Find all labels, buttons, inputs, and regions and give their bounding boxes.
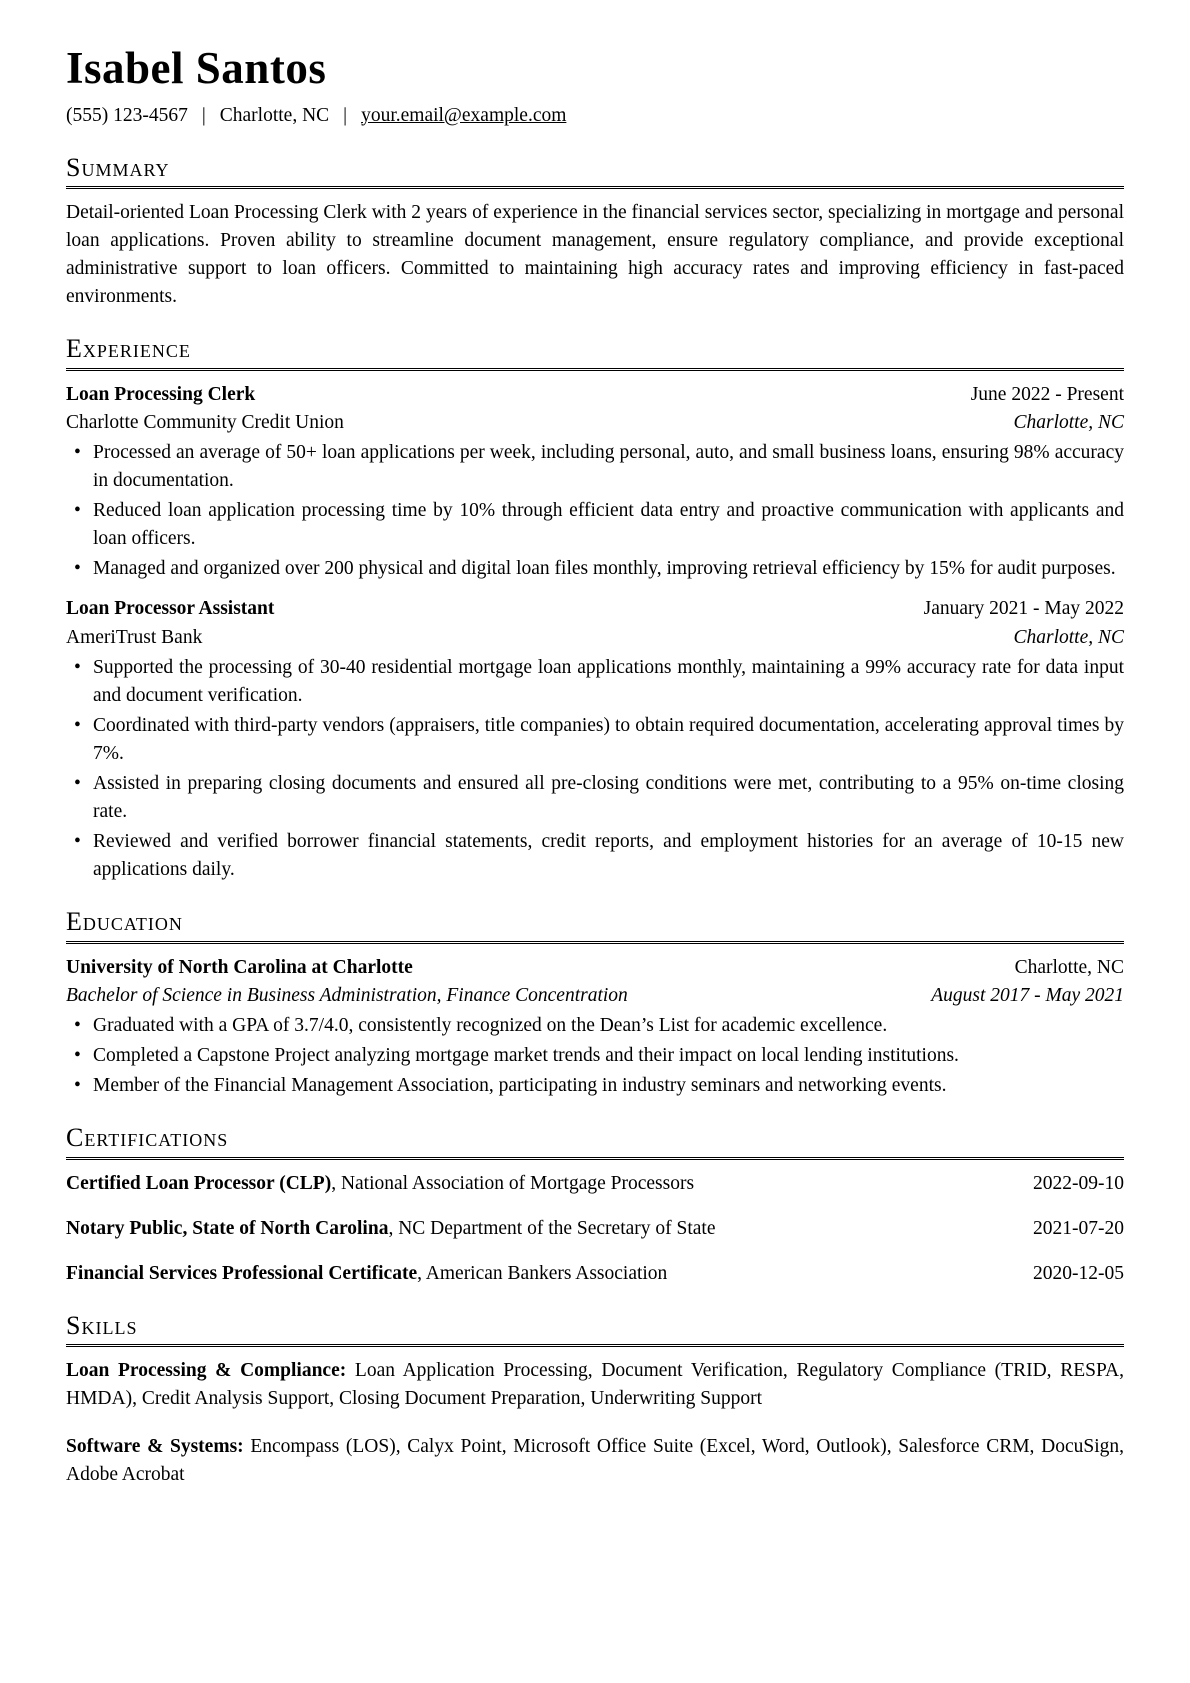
job-bullet: • Managed and organized over 200 physical and digital loan files monthly, improving retrieval efficiency by 15% for audit purposes. [66,555,1124,583]
certification-name: Notary Public, State of North Carolina [66,1217,389,1239]
person-name: Isabel Santos [66,43,327,93]
section-experience [66,333,1124,884]
certification-date: 2020-12-05 [1033,1262,1124,1284]
section-summary [66,152,1124,312]
certification-issuer: , National Association of Mortgage Processors [331,1172,695,1194]
job-company: AmeriTrust Bank [66,626,203,648]
section-title-certifications: Certifications [66,1122,1124,1160]
education-bullet: • Member of the Financial Management Association, participating in industry seminars and networking events. [66,1072,1124,1100]
section-certifications [66,1122,1124,1288]
job-company-row [66,624,1124,652]
job-bullet: • Supported the processing of 30-40 residential mortgage loan applications monthly, maintaining a 99% accuracy rate for data input and document verification. [66,654,1124,710]
school-location: Charlotte, NC [1014,956,1124,978]
job-company: Charlotte Community Credit Union [66,411,344,433]
education-bullet-list [66,1012,1124,1100]
job-bullet: • Reduced loan application processing time by 10% through efficient data entry and proactive communication with applicants and loan officers. [66,497,1124,553]
education-bullet: • Graduated with a GPA of 3.7/4.0, consistently recognized on the Dean’s List for academic excellence. [66,1012,1124,1040]
skill-group [66,1433,1124,1489]
job-role: Loan Processor Assistant [66,598,275,620]
phone-number: (555) 123-4567 [66,104,188,126]
skill-group-text: Encompass (LOS), Calyx Point, Microsoft Office Suite (Excel, Word, Outlook), Salesforce CRM, DocuSign, Adobe Acrobat [66,1435,1124,1485]
contact-separator: | [343,104,348,126]
job-bullet: • Assisted in preparing closing documents and ensured all pre-closing conditions were met, contributing to a 95% on-time closing rate. [66,770,1124,826]
certification-text [66,1215,1033,1243]
summary-text: Detail-oriented Loan Processing Clerk with 2 years of experience in the financial services sector, specializing in mortgage and personal loan applications. Proven ability to streamline document management, ensure regulatory compliance, and provide exceptional administrative support to loan officers. Committed to maintaining high accuracy rates and improving efficiency in fast-paced environments. [66,202,1124,308]
contact-line [66,102,1124,130]
school-name: University of North Carolina at Charlotte [66,956,413,978]
job-role: Loan Processing Clerk [66,383,256,405]
section-skills [66,1310,1124,1489]
skill-group-label: Software & Systems: [66,1435,244,1457]
job-bullet-list [66,439,1124,583]
location-text: Charlotte, NC [219,104,330,126]
education-school-row [66,954,1124,982]
certification-issuer: , American Bankers Association [417,1262,668,1284]
job-bullet: • Processed an average of 50+ loan applications per week, including personal, auto, and small business loans, ensuring 98% accuracy in documentation. [66,439,1124,495]
job-company-row [66,409,1124,437]
job-location: Charlotte, NC [1013,626,1124,648]
education-bullet: • Completed a Capstone Project analyzing mortgage market trends and their impact on local lending institutions. [66,1042,1124,1070]
certification-name: Financial Services Professional Certificate [66,1262,418,1284]
job-bullet: • Coordinated with third-party vendors (appraisers, title companies) to obtain required documentation, accelerating approval times by 7%. [66,712,1124,768]
section-title-skills: Skills [66,1310,1124,1348]
education-degree-row [66,982,1124,1010]
certification-text [66,1170,1033,1198]
skill-group-label: Loan Processing & Compliance: [66,1360,347,1382]
job-entry [66,595,1124,884]
resume-header [66,44,1124,130]
certification-row [66,1260,1124,1288]
certification-row [66,1170,1124,1198]
email-link[interactable]: your.email@example.com [361,104,567,126]
certification-date: 2021-07-20 [1033,1217,1124,1239]
job-bullet-list [66,654,1124,885]
job-entry [66,381,1124,584]
section-title-summary: Summary [66,152,1124,190]
section-title-experience: Experience [66,333,1124,371]
job-bullet: • Reviewed and verified borrower financial statements, credit reports, and employment histories for an average of 10-15 new applications daily. [66,828,1124,884]
job-title-row [66,381,1124,409]
skill-group-text: Loan Application Processing, Document Verification, Regulatory Compliance (TRID, RESPA, HMDA), Credit Analysis Support, Closing Document Preparation, Underwriting Support [66,1360,1124,1410]
certification-text [66,1260,1033,1288]
certification-date: 2022-09-10 [1033,1172,1124,1194]
education-entry [66,954,1124,1100]
section-education [66,906,1124,1100]
degree-name: Bachelor of Science in Business Administration, Finance Concentration [66,984,628,1006]
section-title-education: Education [66,906,1124,944]
job-dates: January 2021 - May 2022 [923,598,1124,620]
skill-group [66,1357,1124,1413]
job-title-row [66,595,1124,623]
job-location: Charlotte, NC [1013,411,1124,433]
certification-issuer: , NC Department of the Secretary of State [388,1217,716,1239]
certification-row [66,1215,1124,1243]
certification-name: Certified Loan Processor (CLP) [66,1172,332,1194]
education-dates: August 2017 - May 2021 [931,984,1124,1006]
contact-separator: | [201,104,206,126]
job-dates: June 2022 - Present [970,383,1124,405]
